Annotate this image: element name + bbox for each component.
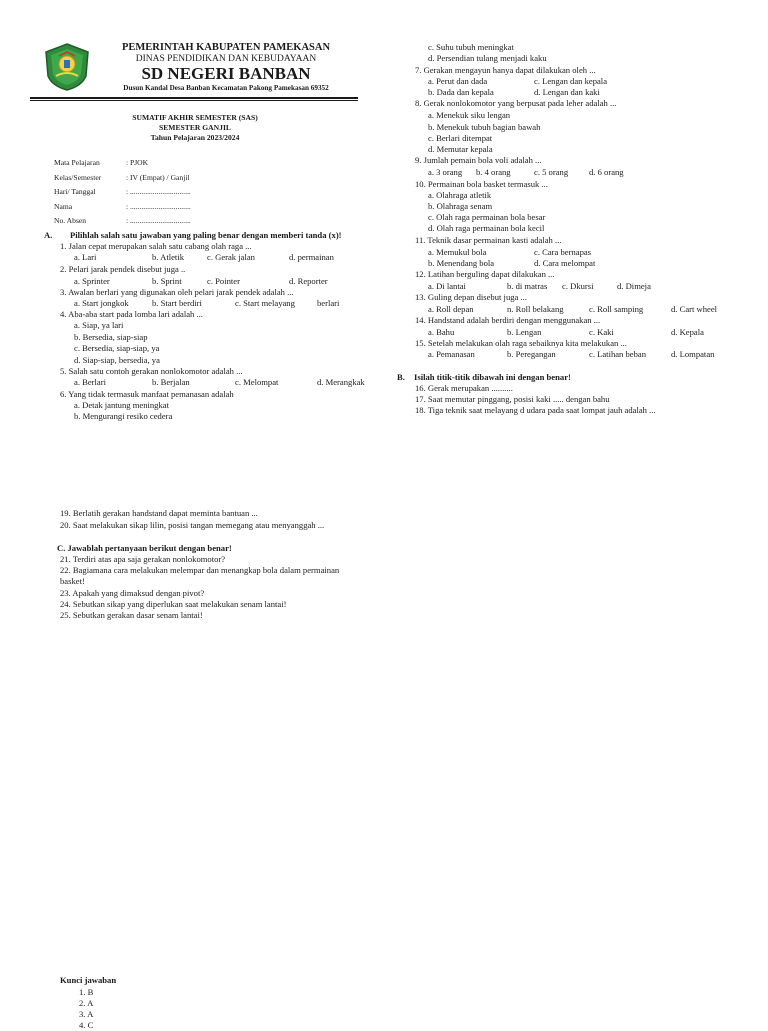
- option: d. Lengan dan kaki: [534, 87, 600, 97]
- option: d. Cara melompat: [534, 258, 596, 268]
- option: b. Olahraga senam: [428, 201, 493, 211]
- option: b. Start berdiri: [152, 298, 202, 308]
- option: b. Bersedia, siap-siap: [74, 332, 148, 342]
- question: 14. Handstand adalah berdiri dengan menggunakan ...: [415, 315, 601, 325]
- option: a. Di lantai: [428, 281, 466, 291]
- question: 2. Pelari jarak pendek disebut juga ..: [60, 264, 186, 274]
- option: d. Siap-siap, bersedia, ya: [74, 355, 160, 365]
- option: a. Detak jantung meningkat: [74, 400, 169, 410]
- exam-year: Tahun Pelajaran 2023/2024: [150, 133, 240, 142]
- option: b. Menendang bola: [428, 258, 495, 268]
- option: a. Perut dan dada: [428, 76, 488, 86]
- option: a. Olahraga atletik: [428, 190, 492, 200]
- exam-semester: SEMESTER GANJIL: [159, 123, 231, 132]
- identity-label: Mata Pelajaran: [54, 158, 100, 167]
- question: 3. Awalan berlari yang digunakan oleh pelari jarak pendek adalah ...: [60, 287, 294, 297]
- option: c. Melompat: [235, 377, 279, 387]
- option: a. Start jongkok: [74, 298, 129, 308]
- option: d. permainan: [289, 252, 334, 262]
- option: c. Olah raga permainan bola besar: [428, 212, 546, 222]
- option: b. Dada dan kepala: [428, 87, 494, 97]
- option: a. Pemanasan: [428, 349, 475, 359]
- essay-item: 23. Apakah yang dimaksud dengan pivot?: [60, 588, 205, 598]
- section-b-instruction: Isilah titik-titik dibawah ini dengan benar!: [414, 372, 571, 382]
- option: b. 4 orang: [476, 167, 511, 177]
- option: d. Memutar kepala: [428, 144, 493, 154]
- agency-name: DINAS PENDIDIKAN DAN KEBUDAYAAN: [135, 54, 317, 64]
- identity-label: Kelas/Semester: [54, 173, 102, 182]
- option: n. Roll belakang: [507, 304, 564, 314]
- option: c. Kaki: [589, 327, 614, 337]
- option: a. Memukul bola: [428, 247, 487, 257]
- identity-value: : ................................: [126, 187, 191, 196]
- answer-key-item: 4. C: [79, 1020, 94, 1030]
- exam-title: SUMATIF AKHIR SEMESTER (SAS): [132, 113, 258, 122]
- essay-item: 25. Sebutkan gerakan dasar senam lantai!: [60, 610, 203, 620]
- fill-item: 16. Gerak merupakan ..........: [415, 383, 513, 393]
- question: 9. Jumlah pemain bola voli adalah ...: [415, 155, 542, 165]
- essay-item: basket!: [60, 576, 85, 586]
- option: a. Sprinter: [74, 276, 110, 286]
- section-a-letter: A.: [44, 230, 53, 240]
- option: c. Lengan dan kepala: [534, 76, 608, 86]
- option: c. Cara bernapas: [534, 247, 592, 257]
- option: a. Lari: [74, 252, 97, 262]
- answer-key-item: 2. A: [79, 998, 94, 1008]
- school-logo: [42, 42, 92, 92]
- answer-key-item: 1. B: [79, 987, 94, 997]
- option: b. Mengurangi resiko cedera: [74, 411, 173, 421]
- header-rule: [30, 97, 358, 99]
- question: 5. Salah satu contoh gerakan nonlokomotor adalah ...: [60, 366, 243, 376]
- answer-key-item: 3. A: [79, 1009, 94, 1019]
- question: 15. Setelah melakukan olah raga sebaiknya kita melakukan ...: [415, 338, 627, 348]
- option: c. Gerak jalan: [207, 252, 255, 262]
- option: b. Menekuk tubuh bagian bawah: [428, 122, 541, 132]
- section-a-instruction: Pilihlah salah satu jawaban yang paling benar dengan memberi tanda (x)!: [70, 230, 342, 240]
- question: 8. Gerak nonlokomotor yang berpusat pada leher adalah ...: [415, 98, 617, 108]
- question: 11. Teknik dasar permainan kasti adalah ...: [415, 235, 562, 245]
- gov-name: PEMERINTAH KABUPATEN PAMEKASAN: [121, 42, 331, 53]
- question: 4. Aba-aba start pada lomba lari adalah ...: [60, 309, 203, 319]
- question: 10. Permainan bola basket termasuk ...: [415, 179, 548, 189]
- option: b. Atletik: [152, 252, 184, 262]
- option: d. 6 orang: [589, 167, 624, 177]
- school-address: Dusun Kandal Desa Banban Kecamatan Pakong Pamekasan 69352: [123, 84, 329, 92]
- option: c. Suhu tubuh meningkat: [428, 42, 514, 52]
- fill-item: 18. Tiga teknik saat melayang d udara pada saat lompat jauh adalah ...: [415, 405, 656, 415]
- option: c. Latihan beban: [589, 349, 647, 359]
- identity-value: : IV (Empat) / Ganjil: [126, 173, 190, 182]
- identity-value: : ................................: [126, 216, 191, 225]
- header-rule-thin: [30, 100, 358, 101]
- section-b-letter: B.: [397, 372, 405, 382]
- question: 1. Jalan cepat merupakan salah satu cabang olah raga ...: [60, 241, 252, 251]
- option: b. Lengan: [507, 327, 542, 337]
- essay-item: 21. Terdiri atas apa saja gerakan nonlokomotor?: [60, 554, 226, 564]
- essay-item: 24. Sebutkan sikap yang diperlukan saat melakukan senam lantai!: [60, 599, 287, 609]
- option: b. di matras: [507, 281, 548, 291]
- option: d. Dimeja: [617, 281, 651, 291]
- identity-value: : PJOK: [126, 158, 149, 167]
- option: a. Berlari: [74, 377, 106, 387]
- option: a. Roll depan: [428, 304, 474, 314]
- school-name: SD NEGERI BANBAN: [141, 64, 311, 83]
- section-c-heading: C. Jawablah pertanyaan berikut dengan benar!: [57, 543, 232, 553]
- fill-item: 20. Saat melakukan sikap lilin, posisi tangan memegang atau menyanggah ...: [60, 520, 325, 530]
- option: c. Berlari ditempat: [428, 133, 493, 143]
- question: 7. Gerakan mengayun hanya dapat dilakukan oleh ...: [415, 65, 596, 75]
- option: c. Bersedia, siap-siap, ya: [74, 343, 160, 353]
- option: a. Siap, ya lari: [74, 320, 124, 330]
- option: d. Lompatan: [671, 349, 715, 359]
- option: b. Berjalan: [152, 377, 190, 387]
- identity-label: Hari/ Tanggal: [54, 187, 96, 196]
- option: d. Cart wheel: [671, 304, 718, 314]
- question: 13. Guling depan disebut juga ...: [415, 292, 527, 302]
- option: c. Roll samping: [589, 304, 644, 314]
- option: d. Olah raga permainan bola kecil: [428, 223, 545, 233]
- option: c. Pointer: [207, 276, 240, 286]
- fill-item: 17. Saat memutar pinggang, posisi kaki ..... dengan bahu: [415, 394, 610, 404]
- identity-label: No. Absen: [54, 216, 87, 225]
- identity-value: : ................................: [126, 202, 191, 211]
- option: b. Peregangan: [507, 349, 556, 359]
- answer-key-title: Kunci jawaban: [60, 975, 117, 985]
- question: 6. Yang tidak termasuk manfaat pemanasan adalah: [60, 389, 234, 399]
- option: c. Start melayang: [235, 298, 295, 308]
- identity-label: Nama: [54, 202, 73, 211]
- option: d. Reporter: [289, 276, 328, 286]
- option: c. 5 orang: [534, 167, 569, 177]
- option: d. Merangkak: [317, 377, 365, 387]
- option: d. Kepala: [671, 327, 704, 337]
- fill-item: 19. Berlatih gerakan handstand dapat meminta bantuan ...: [60, 508, 258, 518]
- option: c. Dkursi: [562, 281, 594, 291]
- option: d. Persendian tulang menjadi kaku: [428, 53, 547, 63]
- option: berlari: [317, 298, 340, 308]
- option: a. Menekuk siku lengan: [428, 110, 511, 120]
- question: 12. Latihan berguling dapat dilakukan ...: [415, 269, 555, 279]
- essay-item: 22. Bagiamana cara melakukan melempar dan menangkap bola dalam permainan: [60, 565, 340, 575]
- option: b. Sprint: [152, 276, 182, 286]
- option: a. Bahu: [428, 327, 455, 337]
- option: a. 3 orang: [428, 167, 463, 177]
